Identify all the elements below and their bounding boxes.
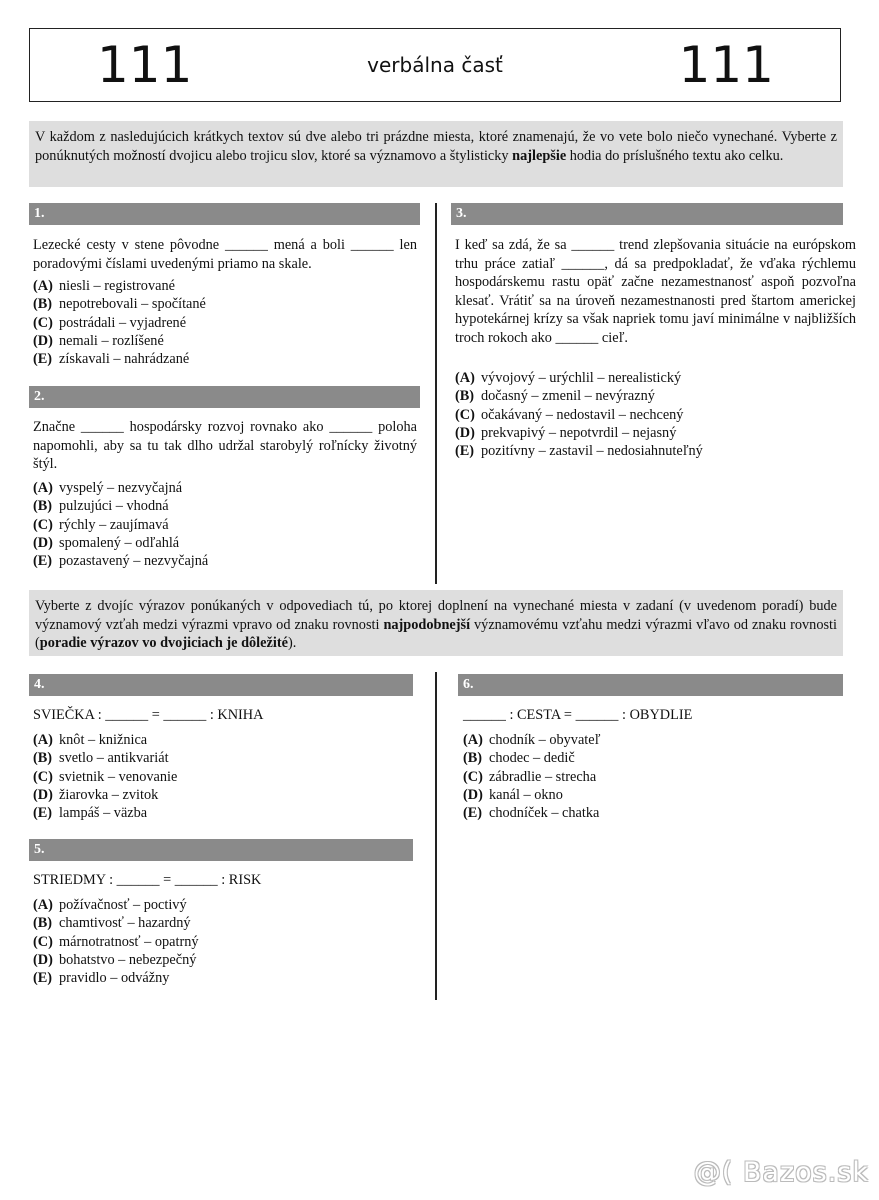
column-divider: [435, 672, 437, 1000]
option[interactable]: (A) knôt – knižnica: [33, 732, 148, 748]
instructions-block-1: V každom z nasledujúcich krátkych textov sú dve alebo tri prázdne miesta, ktoré znamenajú, že vo vete bolo niečo vynechané. Vyberte z ponúknutých možností dvojicu alebo trojicu slov, ktoré sa významovo a štylisticky najlepšie hodia do príslušného textu ako celku.: [29, 121, 843, 187]
option[interactable]: (C) rýchly – zaujímavá: [33, 516, 169, 533]
watermark: @( Bazos.sk: [693, 1157, 869, 1188]
option[interactable]: (B) svetlo – antikvariát: [33, 750, 169, 767]
question-5-header: 5.: [29, 839, 413, 861]
option[interactable]: (D) prekvapivý – nepotvrdil – nejasný: [455, 424, 677, 441]
option[interactable]: (C) očakávaný – nedostavil – nechcený: [455, 406, 684, 423]
option[interactable]: (D) spomalený – odľahlá: [33, 534, 180, 551]
question-3-options: [455, 369, 703, 460]
option[interactable]: (E) pravidlo – odvážny: [33, 970, 170, 987]
question-2-options: [33, 479, 208, 570]
question-6-options: [463, 731, 600, 822]
option[interactable]: (A) niesli – registrované: [33, 278, 175, 294]
question-5-text: STRIEDMY : ______ = ______ : RISK: [33, 872, 262, 888]
question-2-text: Značne ______ hospodársky rozvoj rovnako ako ______ poloha napomohli, aby sa tu tak dlho udržal starobylý roľnícky životný štýl.: [33, 419, 417, 472]
option[interactable]: (C) márnotratnosť – opatrný: [33, 933, 199, 950]
option[interactable]: (A) požívačnosť – poctivý: [33, 897, 187, 913]
option[interactable]: (C) postrádali – vyjadrené: [33, 314, 187, 331]
question-6-text: ______ : CESTA = ______ : OBYDLIE: [463, 707, 693, 723]
page-header: [29, 28, 841, 102]
question-4-text: SVIEČKA : ______ = ______ : KNIHA: [33, 707, 264, 723]
question-1-header: 1.: [29, 203, 420, 225]
section-title: verbálna časť: [367, 53, 503, 77]
option[interactable]: (B) chamtivosť – hazardný: [33, 915, 191, 932]
option[interactable]: (E) pozitívny – zastavil – nedosiahnuteľný: [455, 443, 703, 460]
option[interactable]: (B) pulzujúci – vhodná: [33, 498, 169, 515]
option[interactable]: (E) lampáš – väzba: [33, 805, 148, 822]
option[interactable]: (E) chodníček – chatka: [463, 805, 600, 822]
option[interactable]: (D) bohatstvo – nebezpečný: [33, 951, 197, 968]
option[interactable]: (A) vyspelý – nezvyčajná: [33, 480, 183, 496]
question-1-options: [33, 277, 206, 368]
option[interactable]: (B) chodec – dedič: [463, 750, 575, 767]
question-2-header: 2.: [29, 386, 420, 408]
option[interactable]: (B) dočasný – zmenil – nevýrazný: [455, 388, 655, 405]
option[interactable]: (A) chodník – obyvateľ: [463, 732, 601, 748]
option[interactable]: (D) kanál – okno: [463, 786, 563, 803]
option[interactable]: (D) nemali – rozlíšené: [33, 332, 164, 349]
test-number-left: 111: [97, 36, 193, 94]
question-4-header: 4.: [29, 674, 413, 696]
question-4-options: [33, 731, 177, 822]
option[interactable]: (C) svietnik – venovanie: [33, 768, 178, 785]
question-6-header: 6.: [458, 674, 843, 696]
option[interactable]: (C) zábradlie – strecha: [463, 768, 597, 785]
question-3-header: 3.: [451, 203, 843, 225]
option[interactable]: (D) žiarovka – zvitok: [33, 786, 159, 803]
option[interactable]: (A) vývojový – urýchlil – nerealistický: [455, 370, 682, 386]
question-1-text: Lezecké cesty v stene pôvodne ______ mená a boli ______ len poradovými číslami uvedenými priamo na skale.: [33, 237, 417, 272]
column-divider: [435, 203, 437, 584]
instructions-block-2: Vyberte z dvojíc výrazov ponúkaných v odpovediach tú, po ktorej doplnení na vynechané miesta v zadaní (v uvedenom poradí) bude významový vzťah medzi výrazmi vpravo od znaku rovnosti najpodobnejší významovému vzťahu medzi výrazmi vľavo od znaku rovnosti (poradie výrazov vo dvojiciach je dôležité).: [29, 590, 843, 656]
option[interactable]: (E) pozastavený – nezvyčajná: [33, 553, 209, 570]
question-3-text: I keď sa zdá, že sa ______ trend zlepšovania situácie na európskom trhu práce zatiaľ ______, dá sa predpokladať, že vďaka rýchlemu hospodárskemu rastu opäť začne nezamestnanosť aspoň pozvoľna klesať. Vrátiť sa na úroveň nezamestnanosti pred štartom americkej hypotekárnej krízy sa však napriek tomu javí minimálne v najbližších troch rokoch ako ______ cieľ.: [455, 237, 856, 346]
question-5-options: [33, 896, 199, 987]
test-number-right: 111: [678, 36, 774, 94]
option[interactable]: (B) nepotrebovali – spočítané: [33, 296, 206, 313]
option[interactable]: (E) získavali – nahrádzané: [33, 351, 190, 368]
